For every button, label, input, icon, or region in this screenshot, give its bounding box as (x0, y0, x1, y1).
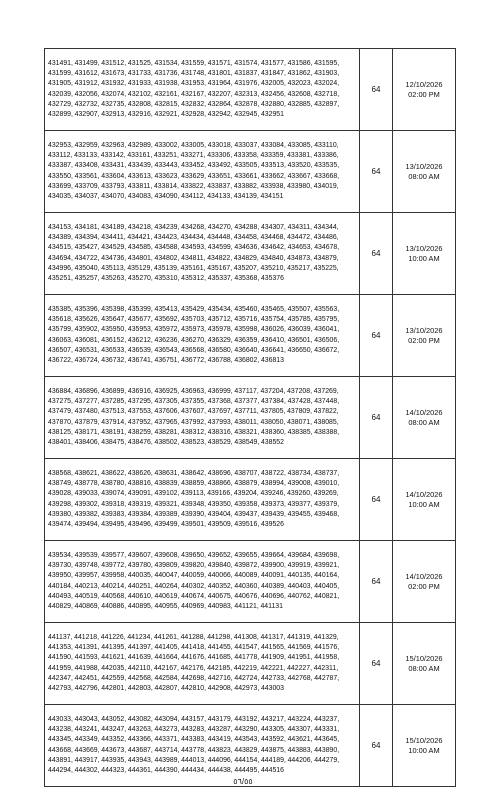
table-row (45, 705, 456, 787)
seat-numbers-cell: 436884, 436896, 436899, 436916, 436925, 436963, 436999, 437117, 437204, 437208, 437269, 437275, 437277, 437285, 437295, 437305, 437355, 437368, 437377, 437384, 437428, 437448, 437479, 437480, 437513, 437553, 437606, 437607, 437697, 437711, 437805, 437809, 437822, 437870, 437879, 437914, 437952, 437965, 437992, 437993, 438011, 438050, 438071, 438085, 438125, 438171, 438191, 438259, 438281, 438312, 438316, 438321, 438360, 438385, 438388, 438401, 438406, 438475, 438476, 438502, 438523, 438529, 438549, 438552 (45, 377, 360, 459)
count-cell: 64 (360, 541, 393, 623)
date-text: 12/10/2026 (405, 79, 443, 89)
datetime-cell (393, 623, 456, 705)
time-text: 08:00 AM (408, 171, 440, 181)
date-text: 13/10/2026 (405, 325, 443, 335)
seat-numbers-cell: 438568, 438621, 438622, 438626, 438631, 438642, 438696, 438707, 438722, 438734, 438737, 438749, 438778, 438780, 438816, 438839, 438859, 438866, 438879, 438994, 439008, 439010, 439028, 439033, 439074, 439091, 439102, 439113, 439166, 439204, 439246, 439260, 439269, 439298, 439302, 439318, 439319, 439321, 439348, 439350, 439358, 439373, 439377, 439379, 439380, 439382, 439383, 439384, 439389, 439390, 439404, 439437, 439439, 439455, 439468, 439474, 439494, 439495, 439496, 439499, 439501, 439509, 439516, 439526 (45, 459, 360, 541)
table-row (45, 623, 456, 705)
table-row (45, 295, 456, 377)
time-text: 10:00 AM (408, 499, 440, 509)
time-text: 02:00 PM (408, 335, 440, 345)
date-text: 13/10/2026 (405, 243, 443, 253)
count-cell: 64 (360, 131, 393, 213)
date-text: 14/10/2026 (405, 571, 443, 581)
page-number: ٥٦/٥٥ (233, 777, 253, 786)
seat-numbers-cell: 431491, 431499, 431512, 431525, 431534, 431559, 431571, 431574, 431577, 431586, 431595, 431599, 431612, 431673, 431733, 431736, 431748, 431801, 431837, 431847, 431862, 431903, 431905, 431912, 431932, 431933, 431938, 431953, 431964, 431976, 432005, 432023, 432024, 432039, 432056, 432074, 432102, 432161, 432167, 432207, 432313, 432456, 432608, 432718, 432729, 432732, 432735, 432808, 432815, 432832, 432864, 432878, 432880, 432885, 432897, 432899, 432907, 432913, 432916, 432921, 432928, 432942, 432945, 432951 (45, 49, 360, 131)
seat-numbers-cell: 443033, 443043, 443052, 443082, 443094, 443157, 443179, 443192, 443217, 443224, 443237, 443238, 443241, 443247, 443263, 443273, 443283, 443287, 443290, 443305, 443307, 443331, 443345, 443349, 443352, 443366, 443371, 443383, 443419, 443543, 443592, 443621, 443645, 443668, 443669, 443673, 443687, 443714, 443778, 443823, 443829, 443875, 443883, 443890, 443891, 443917, 443935, 443943, 443989, 444013, 444096, 444154, 444189, 444206, 444279, 444294, 444302, 444323, 444361, 444390, 444434, 444438, 444495, 444516 (45, 705, 360, 787)
seat-numbers-cell: 432953, 432959, 432963, 432989, 433002, 433005, 433018, 433037, 433084, 433085, 433110, 433112, 433133, 433142, 433161, 433251, 433271, 433306, 433358, 433359, 433381, 433386, 433387, 433408, 433431, 433439, 433443, 433452, 433492, 433505, 433513, 433520, 433535, 433550, 433561, 433604, 433613, 433623, 433629, 433651, 433661, 433662, 433667, 433668, 433699, 433709, 433793, 433811, 433814, 433822, 433837, 433882, 433938, 433980, 434019, 434035, 434037, 434070, 434083, 434090, 434112, 434133, 434139, 434151 (45, 131, 360, 213)
count-cell: 64 (360, 213, 393, 295)
count-cell: 64 (360, 705, 393, 787)
count-cell: 64 (360, 623, 393, 705)
time-text: 08:00 AM (408, 663, 440, 673)
table-row (45, 459, 456, 541)
table-row (45, 131, 456, 213)
count-cell: 64 (360, 295, 393, 377)
datetime-cell (393, 131, 456, 213)
date-text: 13/10/2026 (405, 161, 443, 171)
count-cell: 64 (360, 459, 393, 541)
seat-numbers-cell: 439534, 439539, 439577, 439607, 439608, 439650, 439652, 439655, 439664, 439684, 439698, 439730, 439748, 439772, 439780, 439809, 439820, 439840, 439872, 439900, 439919, 439921, 439950, 439957, 439958, 440035, 440047, 440059, 440066, 440089, 440091, 440135, 440164, 440184, 440213, 440214, 440251, 440264, 440302, 440352, 440360, 440389, 440403, 440405, 440493, 440519, 440568, 440610, 440619, 440674, 440675, 440676, 440696, 440762, 440821, 440829, 440869, 440886, 440895, 440955, 440969, 440983, 441121, 441131 (45, 541, 360, 623)
datetime-cell (393, 377, 456, 459)
date-text: 14/10/2026 (405, 407, 443, 417)
datetime-cell (393, 213, 456, 295)
time-text: 02:00 PM (408, 89, 440, 99)
seat-numbers-cell: 435385, 435396, 435398, 435399, 435413, 435429, 435434, 435460, 435465, 435507, 435563, 435618, 435626, 435647, 435677, 435692, 435703, 435712, 435716, 435754, 435785, 435795, 435799, 435902, 435950, 435953, 435972, 435973, 435978, 435998, 436026, 436039, 436041, 436063, 436081, 436152, 436212, 436236, 436270, 436329, 436359, 436410, 436501, 436506, 436507, 436531, 436533, 436539, 436543, 436568, 436580, 436640, 436641, 436650, 436672, 436722, 436724, 436732, 436741, 436751, 436772, 436788, 436802, 436813 (45, 295, 360, 377)
seat-numbers-cell: 441137, 441218, 441226, 441234, 441261, 441288, 441298, 441308, 441317, 441319, 441329, 441353, 441391, 441395, 441397, 441405, 441418, 441455, 441547, 441565, 441569, 441576, 441590, 441593, 441621, 441639, 441664, 441676, 441685, 441778, 441909, 441951, 441958, 441959, 441988, 442035, 442110, 442167, 442176, 442185, 442219, 442221, 442227, 442311, 442347, 442451, 442559, 442568, 442584, 442698, 442716, 442724, 442733, 442768, 442787, 442793, 442796, 442801, 442803, 442807, 442810, 442908, 442973, 443003 (45, 623, 360, 705)
table-row (45, 541, 456, 623)
datetime-cell (393, 49, 456, 131)
date-text: 14/10/2026 (405, 489, 443, 499)
date-text: 15/10/2026 (405, 735, 443, 745)
date-text: 15/10/2026 (405, 653, 443, 663)
time-text: 10:00 AM (408, 253, 440, 263)
table-row (45, 49, 456, 131)
time-text: 10:00 AM (408, 745, 440, 755)
count-cell: 64 (360, 377, 393, 459)
count-cell: 64 (360, 49, 393, 131)
table-row (45, 213, 456, 295)
datetime-cell (393, 705, 456, 787)
time-text: 08:00 AM (408, 417, 440, 427)
datetime-cell (393, 295, 456, 377)
table-row (45, 377, 456, 459)
datetime-cell (393, 459, 456, 541)
exam-schedule-table (44, 48, 456, 787)
datetime-cell (393, 541, 456, 623)
seat-numbers-cell: 434153, 434181, 434189, 434218, 434239, 434268, 434270, 434288, 434307, 434311, 434344, 434389, 434394, 434411, 434421, 434423, 434434, 434448, 434458, 434468, 434472, 434486, 434515, 435427, 434529, 434585, 434588, 434593, 434599, 434636, 434642, 434653, 434678, 434694, 434722, 434736, 434801, 434802, 434811, 434822, 434829, 434840, 434873, 434879, 434996, 435040, 435113, 435129, 435139, 435161, 435167, 435207, 435210, 435217, 435225, 435251, 435257, 435263, 435270, 435310, 435312, 435337, 435368, 435376 (45, 213, 360, 295)
time-text: 02:00 PM (408, 581, 440, 591)
